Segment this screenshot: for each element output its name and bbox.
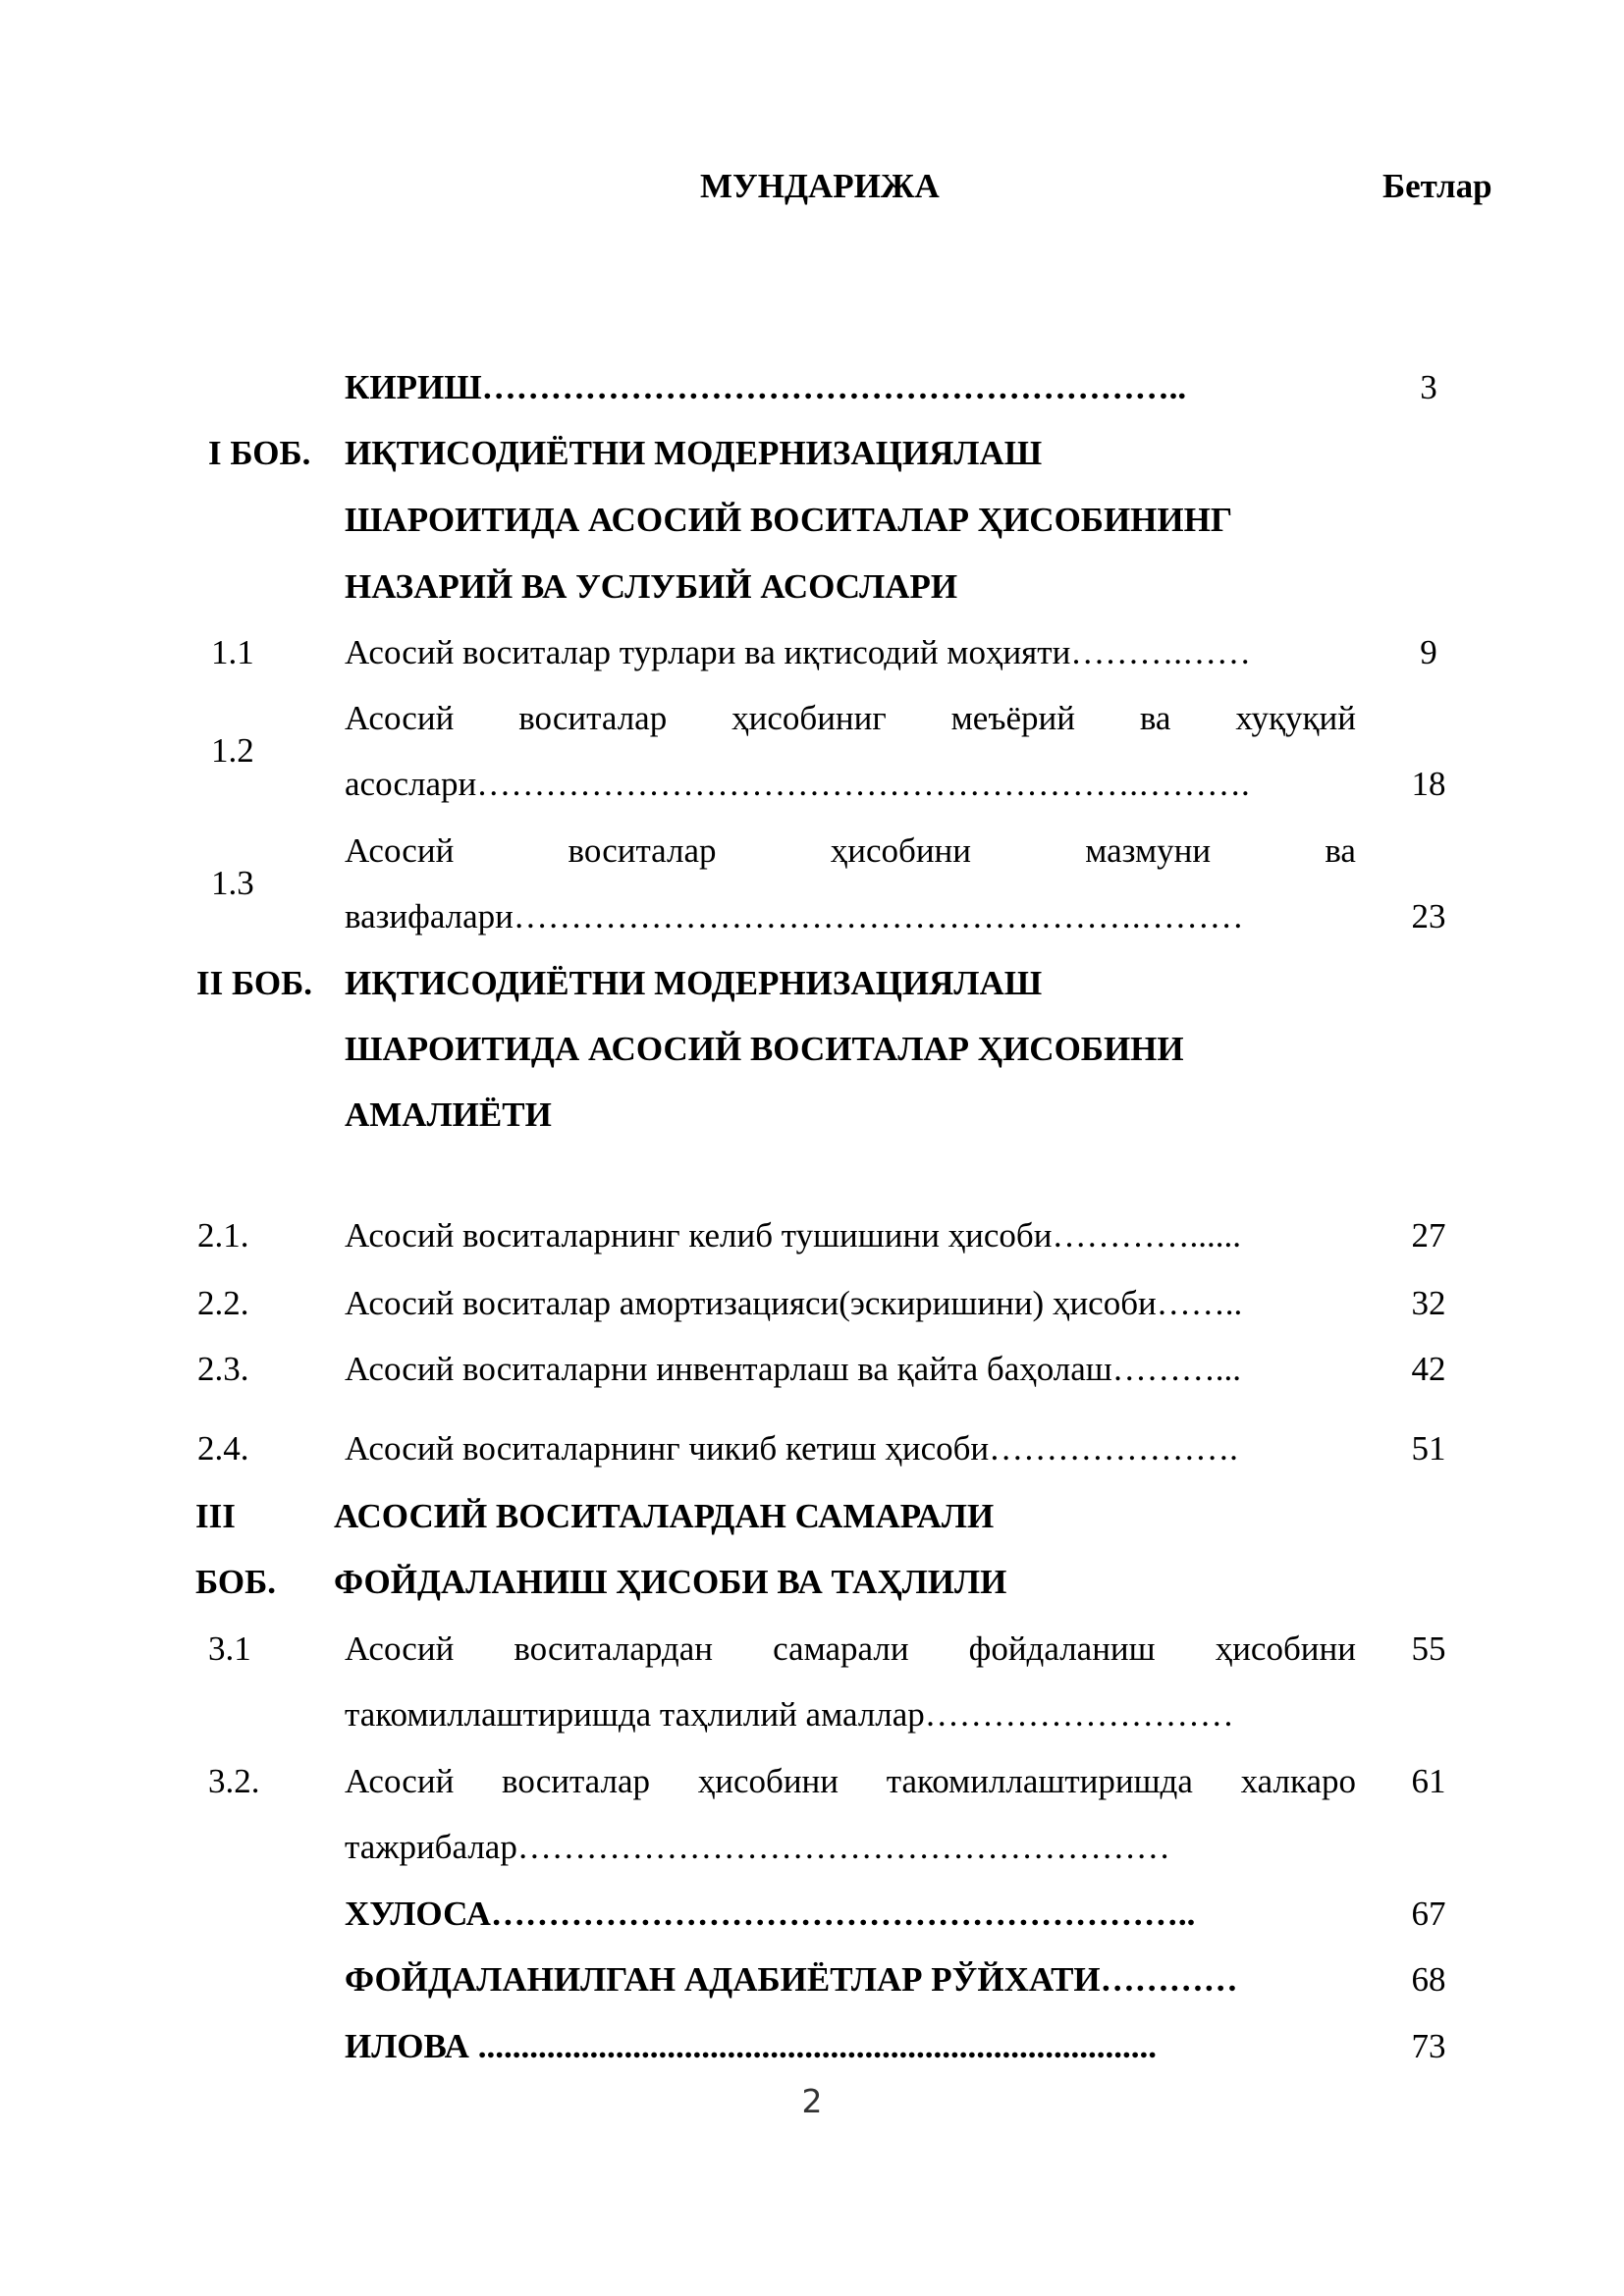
toc-entry-2-2[interactable]: Асосий воситалар амортизацияси(эскиришини) ҳисоби…….. bbox=[345, 1284, 1243, 1322]
toc-entry-1-1[interactable]: Асосий воситалар турлари ва иқтисодий моҳияти……….…… bbox=[345, 633, 1252, 671]
chapter-label-1: I БОБ. bbox=[208, 434, 311, 472]
word: ҳисобини bbox=[830, 831, 972, 870]
toc-entry-1-2-line-1[interactable] bbox=[345, 697, 1356, 740]
page-number-2-3: 42 bbox=[1411, 1350, 1446, 1388]
word: ҳисобиниг bbox=[731, 699, 887, 737]
section-number-1-2: 1.2 bbox=[211, 731, 254, 770]
word: воситалардан bbox=[514, 1629, 713, 1668]
toc-entry-conclusion[interactable]: ХУЛОСА…………………………………………………….. bbox=[345, 1895, 1196, 1933]
word: воситалар bbox=[518, 699, 668, 737]
toc-entry-1-3-line-2[interactable]: вазифалари……………………………………………….……… bbox=[345, 897, 1244, 935]
section-number-1-1: 1.1 bbox=[211, 633, 254, 671]
chapter-title-2-line-1[interactable]: ИҚТИСОДИЁТНИ МОДЕРНИЗАЦИЯЛАШ bbox=[345, 964, 1043, 1002]
word: самарали bbox=[773, 1629, 909, 1668]
section-number-2-4: 2.4. bbox=[197, 1429, 249, 1468]
toc-entry-references[interactable]: ФОЙДАЛАНИЛГАН АДАБИЁТЛАР РЎЙХАТИ………… bbox=[345, 1960, 1238, 1999]
toc-entry-appendix[interactable]: ИЛОВА ............................................................................... bbox=[345, 2027, 1157, 2065]
word: ҳисобини bbox=[697, 1762, 839, 1800]
document-page-number: 2 bbox=[801, 2082, 823, 2120]
word: фойдаланиш bbox=[968, 1629, 1156, 1668]
pages-column-label: Бетлар bbox=[1382, 167, 1492, 205]
toc-entry-3-1-line-2[interactable]: такомиллаштиришда таҳлилий амаллар……………………… bbox=[345, 1695, 1234, 1734]
chapter-title-3-line-1[interactable]: АСОСИЙ ВОСИТАЛАРДАН САМАРАЛИ bbox=[334, 1497, 995, 1535]
chapter-title-3-line-2[interactable]: ФОЙДАЛАНИШ ҲИСОБИ ВА ТАҲЛИЛИ bbox=[334, 1563, 1007, 1601]
word: ва bbox=[1325, 831, 1356, 870]
chapter-title-2-line-2[interactable]: ШАРОИТИДА АСОСИЙ ВОСИТАЛАР ҲИСОБИНИ bbox=[345, 1030, 1184, 1068]
chapter-title-1-line-3[interactable]: НАЗАРИЙ ВА УСЛУБИЙ АСОСЛАРИ bbox=[345, 567, 958, 606]
toc-entry-1-3-line-1[interactable] bbox=[345, 829, 1356, 873]
page-number-intro: 3 bbox=[1420, 368, 1437, 406]
section-number-2-3: 2.3. bbox=[197, 1350, 249, 1388]
page-number-2-4: 51 bbox=[1411, 1429, 1446, 1468]
word: мазмуни bbox=[1085, 831, 1212, 870]
page-number-references: 68 bbox=[1411, 1960, 1446, 1999]
chapter-label-3-line-2: БОБ. bbox=[195, 1563, 277, 1601]
section-number-2-1: 2.1. bbox=[197, 1216, 249, 1255]
word: Асосий bbox=[345, 831, 455, 870]
toc-entry-3-2-line-1[interactable] bbox=[345, 1760, 1356, 1803]
page-number-2-2: 32 bbox=[1411, 1284, 1446, 1322]
word: хуқуқий bbox=[1235, 699, 1356, 737]
page-number-conclusion: 67 bbox=[1411, 1895, 1446, 1933]
page-number-3-1: 55 bbox=[1411, 1629, 1446, 1668]
toc-entry-3-1-line-1[interactable] bbox=[345, 1628, 1356, 1671]
page-number-2-1: 27 bbox=[1411, 1216, 1446, 1255]
toc-entry-2-3[interactable]: Асосий воситаларни инвентарлаш ва қайта баҳолаш………... bbox=[345, 1350, 1242, 1388]
chapter-title-2-line-3[interactable]: АМАЛИЁТИ bbox=[345, 1095, 552, 1134]
toc-entry-1-2-line-2[interactable]: асослари………………………………………………….………. bbox=[345, 765, 1250, 803]
word: Асосий bbox=[345, 1762, 455, 1800]
toc-entry-2-4[interactable]: Асосий воситаларнинг чикиб кетиш ҳисоби…………………. bbox=[345, 1429, 1238, 1468]
section-number-3-1: 3.1 bbox=[208, 1629, 251, 1668]
toc-title: МУНДАРИЖА bbox=[700, 167, 940, 205]
toc-entry-2-1[interactable]: Асосий воситаларнинг келиб тушишини ҳисоби…………...... bbox=[345, 1216, 1241, 1255]
page-number-3-2: 61 bbox=[1411, 1762, 1446, 1800]
page-number-appendix: 73 bbox=[1411, 2027, 1446, 2065]
toc-entry-3-2-line-2[interactable]: тажрибалар………………………………………………… bbox=[345, 1828, 1170, 1866]
section-number-1-3: 1.3 bbox=[211, 864, 254, 902]
page-number-1-3: 23 bbox=[1411, 897, 1446, 935]
word: меъёрий bbox=[950, 699, 1075, 737]
page-number-1-2: 18 bbox=[1411, 765, 1446, 803]
word: воситалар bbox=[502, 1762, 651, 1800]
word: ҳисобини bbox=[1215, 1629, 1356, 1668]
chapter-title-1-line-2[interactable]: ШАРОИТИДА АСОСИЙ ВОСИТАЛАР ҲИСОБИНИНГ bbox=[345, 501, 1233, 539]
word: такомиллаштиришда bbox=[886, 1762, 1193, 1800]
chapter-title-1-line-1[interactable]: ИҚТИСОДИЁТНИ МОДЕРНИЗАЦИЯЛАШ bbox=[345, 434, 1043, 472]
section-number-2-2: 2.2. bbox=[197, 1284, 249, 1322]
word: халкаро bbox=[1240, 1762, 1356, 1800]
word: воситалар bbox=[568, 831, 717, 870]
word: Асосий bbox=[345, 1629, 455, 1668]
page-number-1-1: 9 bbox=[1420, 633, 1437, 671]
chapter-label-2: II БОБ. bbox=[196, 964, 313, 1002]
toc-entry-intro[interactable]: КИРИШ…………………………………………………….. bbox=[345, 368, 1187, 406]
word: Асосий bbox=[345, 699, 455, 737]
chapter-label-3-line-1: III bbox=[195, 1497, 236, 1535]
section-number-3-2: 3.2. bbox=[208, 1762, 260, 1800]
word: ва bbox=[1139, 699, 1171, 737]
